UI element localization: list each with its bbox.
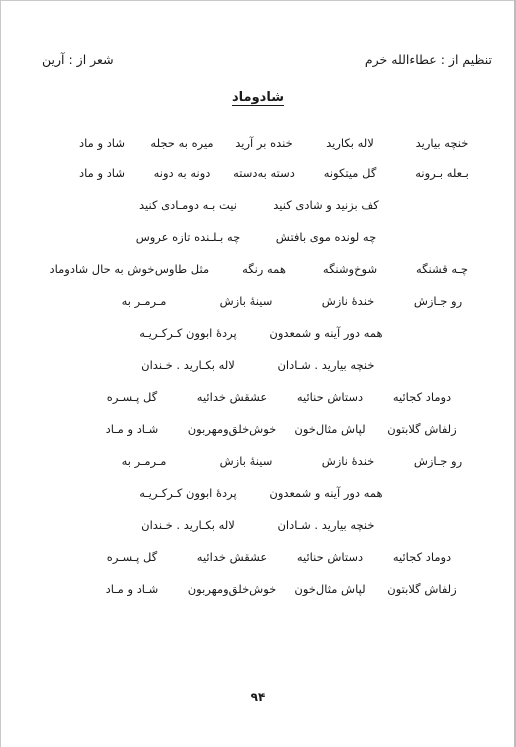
poem-phrase: سینهٔ بازش — [219, 454, 273, 468]
poem-line — [0, 550, 516, 570]
poem-line — [0, 166, 516, 186]
poem-phrase: چه لونده موی بافتش — [275, 230, 377, 244]
poem-phrase: همه رنگه — [242, 262, 286, 276]
poem-phrase: دستاش حنائیه — [296, 550, 364, 564]
poem-title-wrapper — [0, 86, 516, 105]
poem-phrase: پردهٔ ابوون کـرکـریـه — [139, 326, 237, 340]
poem-line — [0, 518, 516, 538]
poem-phrase: شاد و ماد — [79, 166, 125, 180]
poem-line — [0, 454, 516, 474]
poem-phrase: چه بـلـنده تازه عروس — [135, 230, 241, 244]
poem-phrase: خندهٔ نازش — [321, 454, 375, 468]
poem-phrase: زلفاش گلابتون — [387, 422, 457, 436]
poem-phrase: شـاد و مـاد — [105, 422, 159, 436]
poem-phrase: خنده بر آرید — [235, 136, 293, 150]
poem-phrase: کف بزنید و شادی کنید — [273, 198, 379, 212]
poem-line — [0, 262, 516, 282]
poem-line — [0, 390, 516, 410]
poem-phrase: مثل طاوس — [154, 262, 210, 276]
page-number: ۹۴ — [250, 690, 266, 704]
poem-phrase: لاله بکارید — [326, 136, 374, 150]
poem-phrase: خوش‌خلق‌ومهربون — [187, 422, 277, 436]
poem-phrase: دستاش حنائیه — [296, 390, 364, 404]
poem-line — [0, 486, 516, 506]
poem-phrase: خندهٔ نازش — [321, 294, 375, 308]
poem-phrase: عشقش خدائیه — [196, 390, 268, 404]
poem-phrase: لپاش مثال‌خون — [294, 582, 366, 596]
poem-phrase: گل پـسـره — [106, 550, 158, 564]
poem-phrase: خوش به حال شادوماد — [49, 262, 155, 276]
poem-phrase: لپاش مثال‌خون — [294, 422, 366, 436]
poem-phrase: سینهٔ بازش — [219, 294, 273, 308]
poem-phrase: خنچه بیارید . شـادان — [277, 358, 375, 372]
poem-phrase: خوش‌خلق‌ومهربون — [187, 582, 277, 596]
poem-phrase: دسته به‌دسته — [233, 166, 295, 180]
page-border-top — [0, 0, 516, 1]
poem-phrase: عشقش خدائیه — [196, 550, 268, 564]
poem-phrase: دوماد کجائیه — [392, 550, 452, 564]
poem-phrase: مـرمـر به — [121, 294, 167, 308]
poem-phrase: مـرمـر به — [121, 454, 167, 468]
poem-phrase: رو جـازش — [413, 294, 463, 308]
poem-line — [0, 326, 516, 346]
poem-phrase: گل پـسـره — [106, 390, 158, 404]
poem-phrase: نیت بـه دومـادی کنید — [139, 198, 237, 212]
arranger-credit: تنظیم از : عطاءالله خرم — [364, 52, 492, 67]
poem-phrase: لاله بکـارید . خـندان — [141, 518, 235, 532]
poem-phrase: زلفاش گلابتون — [387, 582, 457, 596]
poem-phrase: شوخ‌وشنگه — [322, 262, 378, 276]
poem-line — [0, 358, 516, 378]
poem-phrase: دونه به دونه — [153, 166, 211, 180]
poem-phrase: همه دور آینه و شمعدون — [269, 326, 383, 340]
poem-phrase: شـاد و مـاد — [105, 582, 159, 596]
poem-title: شادوماد — [231, 90, 285, 105]
poem-line — [0, 582, 516, 602]
poet-credit: شعر از : آرین — [42, 52, 114, 67]
poem-phrase: میره به حجله — [150, 136, 214, 150]
poem-phrase: خنچه بیارید . شـادان — [277, 518, 375, 532]
poem-line — [0, 294, 516, 314]
poem-phrase: همه دور آینه و شمعدون — [269, 486, 383, 500]
poem-phrase: پردهٔ ابوون کـرکـریـه — [139, 486, 237, 500]
poem-phrase: شاد و ماد — [79, 136, 125, 150]
poem-line — [0, 136, 516, 156]
poem-phrase: رو جـازش — [413, 454, 463, 468]
poem-phrase: خنچه بیارید — [415, 136, 469, 150]
poem-line — [0, 198, 516, 218]
poem-line — [0, 422, 516, 442]
poem-phrase: دوماد کجائیه — [392, 390, 452, 404]
poem-phrase: گل میتکونه — [323, 166, 377, 180]
poem-line — [0, 230, 516, 250]
poem-phrase: چـه قشنگه — [415, 262, 469, 276]
poem-phrase: لاله بکـارید . خـندان — [141, 358, 235, 372]
poem-phrase: بـعله بـرونه — [415, 166, 469, 180]
